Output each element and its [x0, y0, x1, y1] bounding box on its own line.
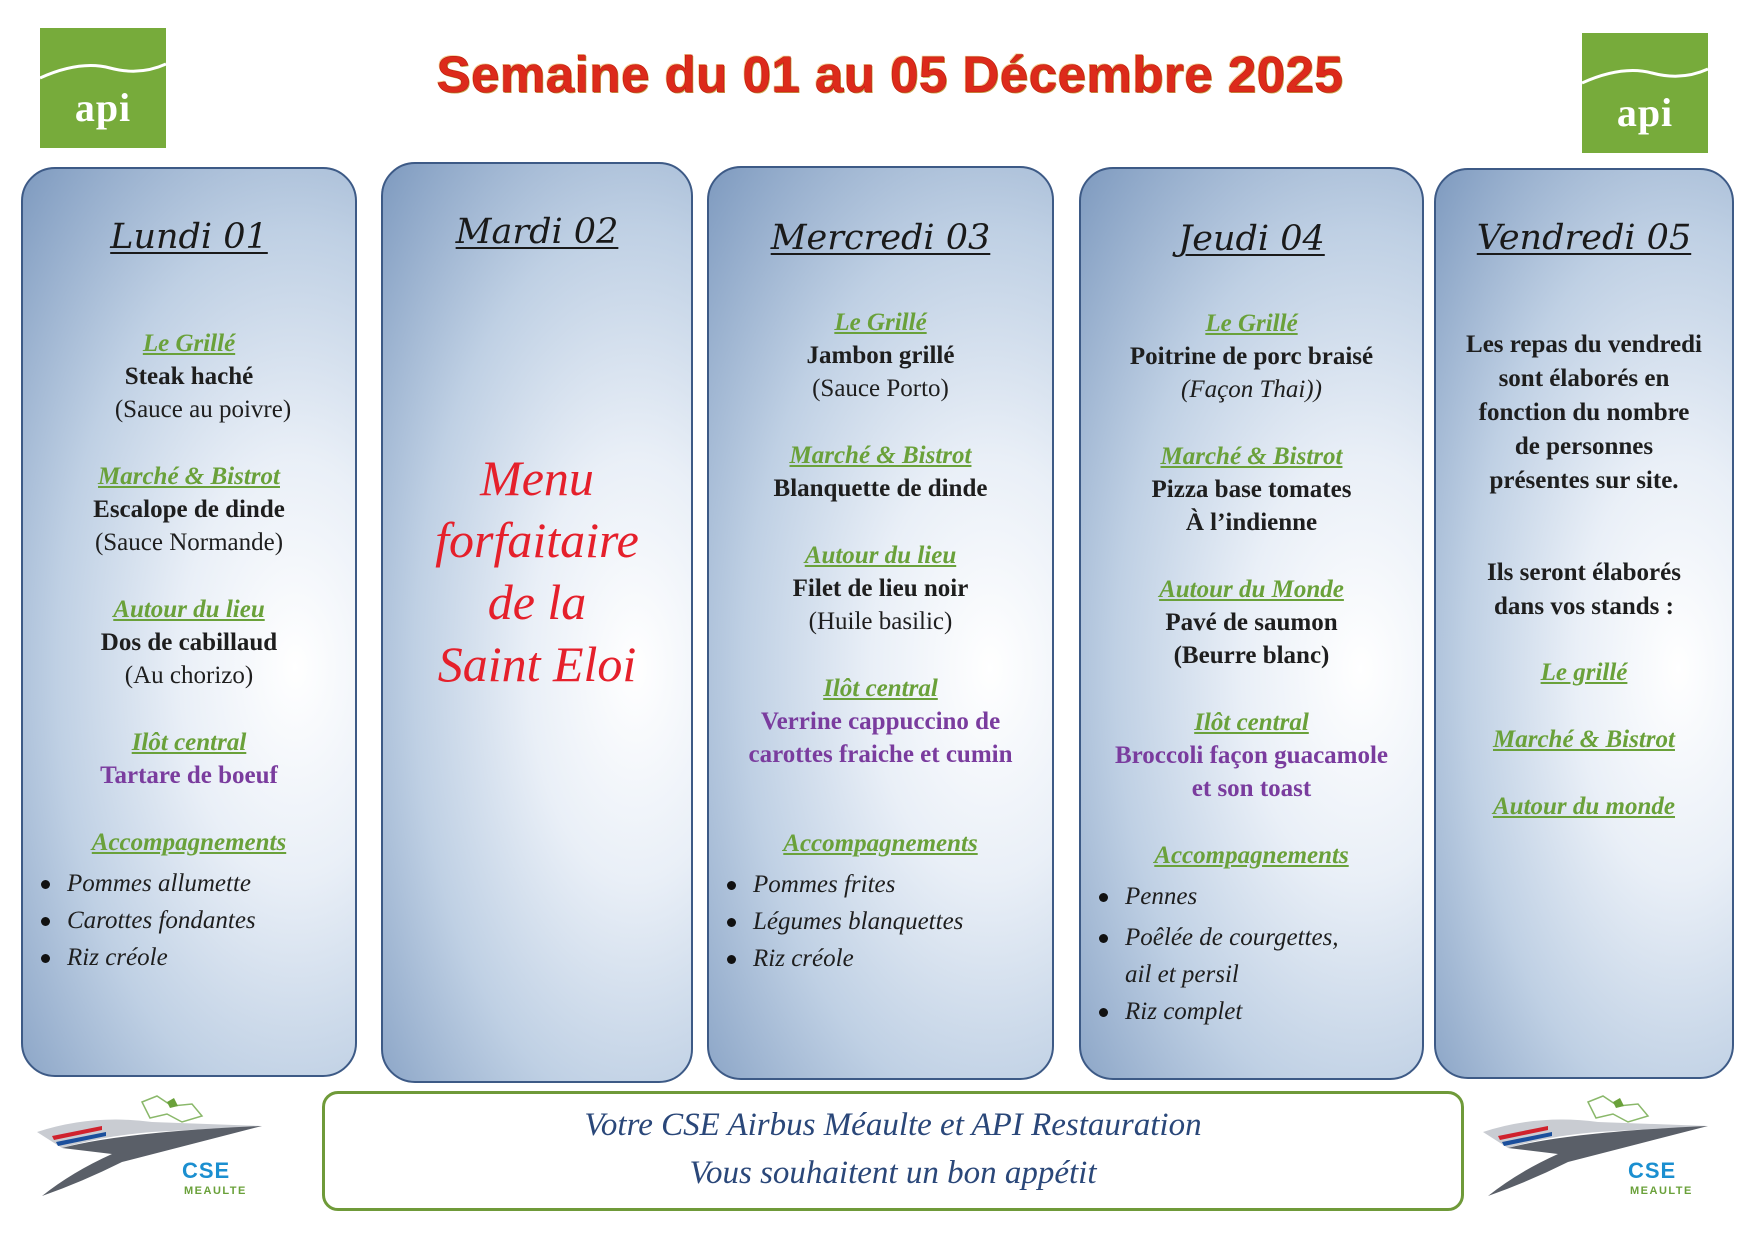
footer-line: Votre CSE Airbus Méaulte et API Restauration [584, 1107, 1202, 1143]
dish-name: Pavé de saumon [1165, 609, 1338, 636]
api-logo [40, 28, 166, 148]
day-column-friday [1434, 168, 1734, 1079]
sides-list [709, 866, 1052, 977]
special-menu [383, 447, 691, 695]
bullet-icon [727, 881, 736, 890]
bullet-icon [41, 917, 50, 926]
day-title: Mercredi 03 [770, 218, 991, 258]
section-label: Ilôt central [823, 675, 938, 702]
dish-name: Escalope de dinde [93, 496, 285, 523]
day-column-monday [21, 167, 357, 1077]
dish-note: (Sauce au poivre) [114, 396, 292, 423]
list-item: Poêlée de courgettes, [1081, 919, 1422, 956]
day-column-tuesday [381, 162, 693, 1083]
cse-logo-text: CSE [1628, 1158, 1677, 1183]
cse-logo [32, 1092, 262, 1208]
sides-list [1081, 878, 1422, 1030]
api-logo [1582, 33, 1708, 153]
day-title: Jeudi 04 [1178, 219, 1325, 259]
dish-name: carottes fraiche et cumin [748, 741, 1013, 768]
day-title: Vendredi 05 [1476, 218, 1692, 258]
info-text: présentes sur site. [1489, 467, 1679, 494]
swoosh-icon [1582, 63, 1708, 89]
section-label: Autour du lieu [804, 542, 957, 569]
special-menu-line: de la [487, 574, 587, 630]
dish-name: Filet de lieu noir [792, 575, 969, 602]
list-item: Pommes frites [709, 866, 1052, 903]
dish-name: Tartare de boeuf [100, 762, 278, 789]
page-title: Semaine du 01 au 05 Décembre 2025 [436, 46, 1344, 103]
dish-name: Verrine cappuccino de [760, 708, 1001, 735]
cse-logo-subtext: MEAULTE [1630, 1185, 1693, 1197]
day-title: Mardi 02 [455, 212, 619, 252]
dish-note: (Huile basilic) [808, 608, 953, 635]
bullet-icon [727, 918, 736, 927]
api-logo-text: api [74, 85, 132, 130]
section-label: Autour du Monde [1159, 576, 1344, 603]
bullet-icon [1099, 1008, 1108, 1017]
special-menu-line: forfaitaire [435, 512, 639, 568]
section-label: Le Grillé [1205, 310, 1298, 337]
info-text: Ils seront élaborés [1487, 559, 1681, 586]
info-text: Les repas du vendredi [1466, 331, 1702, 358]
day-column-thursday [1079, 167, 1424, 1080]
dish-note: (Sauce Porto) [812, 375, 949, 402]
bullet-icon [727, 955, 736, 964]
dish-note: (Beurre blanc) [1173, 642, 1330, 669]
dish-note: (Sauce Normande) [94, 529, 284, 556]
list-item: Pommes allumette [23, 865, 355, 902]
dish-name: Broccoli façon guacamole [1114, 742, 1389, 769]
list-item: Riz créole [709, 940, 1052, 977]
day-title: Lundi 01 [110, 217, 268, 257]
special-menu-line: Menu [480, 450, 594, 506]
bullet-icon [41, 954, 50, 963]
dish-note: (Façon Thai)) [1181, 376, 1322, 403]
list-item-continued: ail et persil [1125, 961, 1239, 988]
stand-label: Le grillé [1540, 659, 1628, 686]
section-label: Marché & Bistrot [98, 463, 280, 490]
dish-note: (Au chorizo) [124, 662, 254, 689]
section-label: Le Grillé [834, 309, 927, 336]
section-label: Marché & Bistrot [789, 442, 972, 469]
section-label: Ilôt central [1194, 709, 1309, 736]
list-item: Riz complet [1081, 993, 1422, 1030]
sides-label: Accompagnements [783, 830, 978, 857]
sides-label: Accompagnements [91, 829, 287, 856]
dish-name: Jambon grillé [806, 342, 955, 369]
footer-line: Vous souhaitent un bon appétit [689, 1155, 1097, 1191]
list-item: Riz créole [23, 939, 355, 976]
day-column-wednesday [707, 166, 1054, 1080]
special-menu-line: Saint Eloi [437, 636, 637, 692]
bullet-icon [1099, 934, 1108, 943]
footer-message [322, 1091, 1464, 1211]
info-text: fonction du nombre [1478, 399, 1690, 426]
section-label: Ilôt central [131, 729, 247, 756]
dish-name: Blanquette de dinde [773, 475, 988, 502]
info-text: de personnes [1514, 433, 1654, 460]
section-label: Marché & Bistrot [1160, 443, 1343, 470]
stand-label: Marché & Bistrot [1493, 726, 1675, 753]
stand-label: Autour du monde [1492, 793, 1675, 820]
api-logo-text: api [1616, 90, 1674, 135]
dish-name: Poitrine de porc braisé [1129, 343, 1374, 370]
section-label: Autour du lieu [113, 596, 265, 623]
dish-name: Dos de cabillaud [100, 629, 278, 656]
cse-logo-text: CSE [182, 1158, 231, 1183]
cse-logo [1478, 1092, 1708, 1208]
dish-name: À l’indienne [1185, 509, 1318, 536]
sides-label: Accompagnements [1154, 842, 1349, 869]
bullet-icon [1099, 893, 1108, 902]
bullet-icon [41, 880, 50, 889]
sides-list [23, 865, 355, 976]
list-item: Pennes [1081, 878, 1422, 915]
dish-name: et son toast [1191, 775, 1312, 802]
list-item: Légumes blanquettes [709, 903, 1052, 940]
list-item: Carottes fondantes [23, 902, 355, 939]
dish-name: Steak haché [124, 363, 254, 390]
section-label: Le Grillé [142, 330, 236, 357]
info-text: dans vos stands : [1494, 593, 1674, 620]
cse-logo-subtext: MEAULTE [184, 1185, 247, 1197]
info-text: sont élaborés en [1498, 365, 1670, 392]
dish-name: Pizza base tomates [1151, 476, 1352, 503]
swoosh-icon [40, 58, 166, 84]
